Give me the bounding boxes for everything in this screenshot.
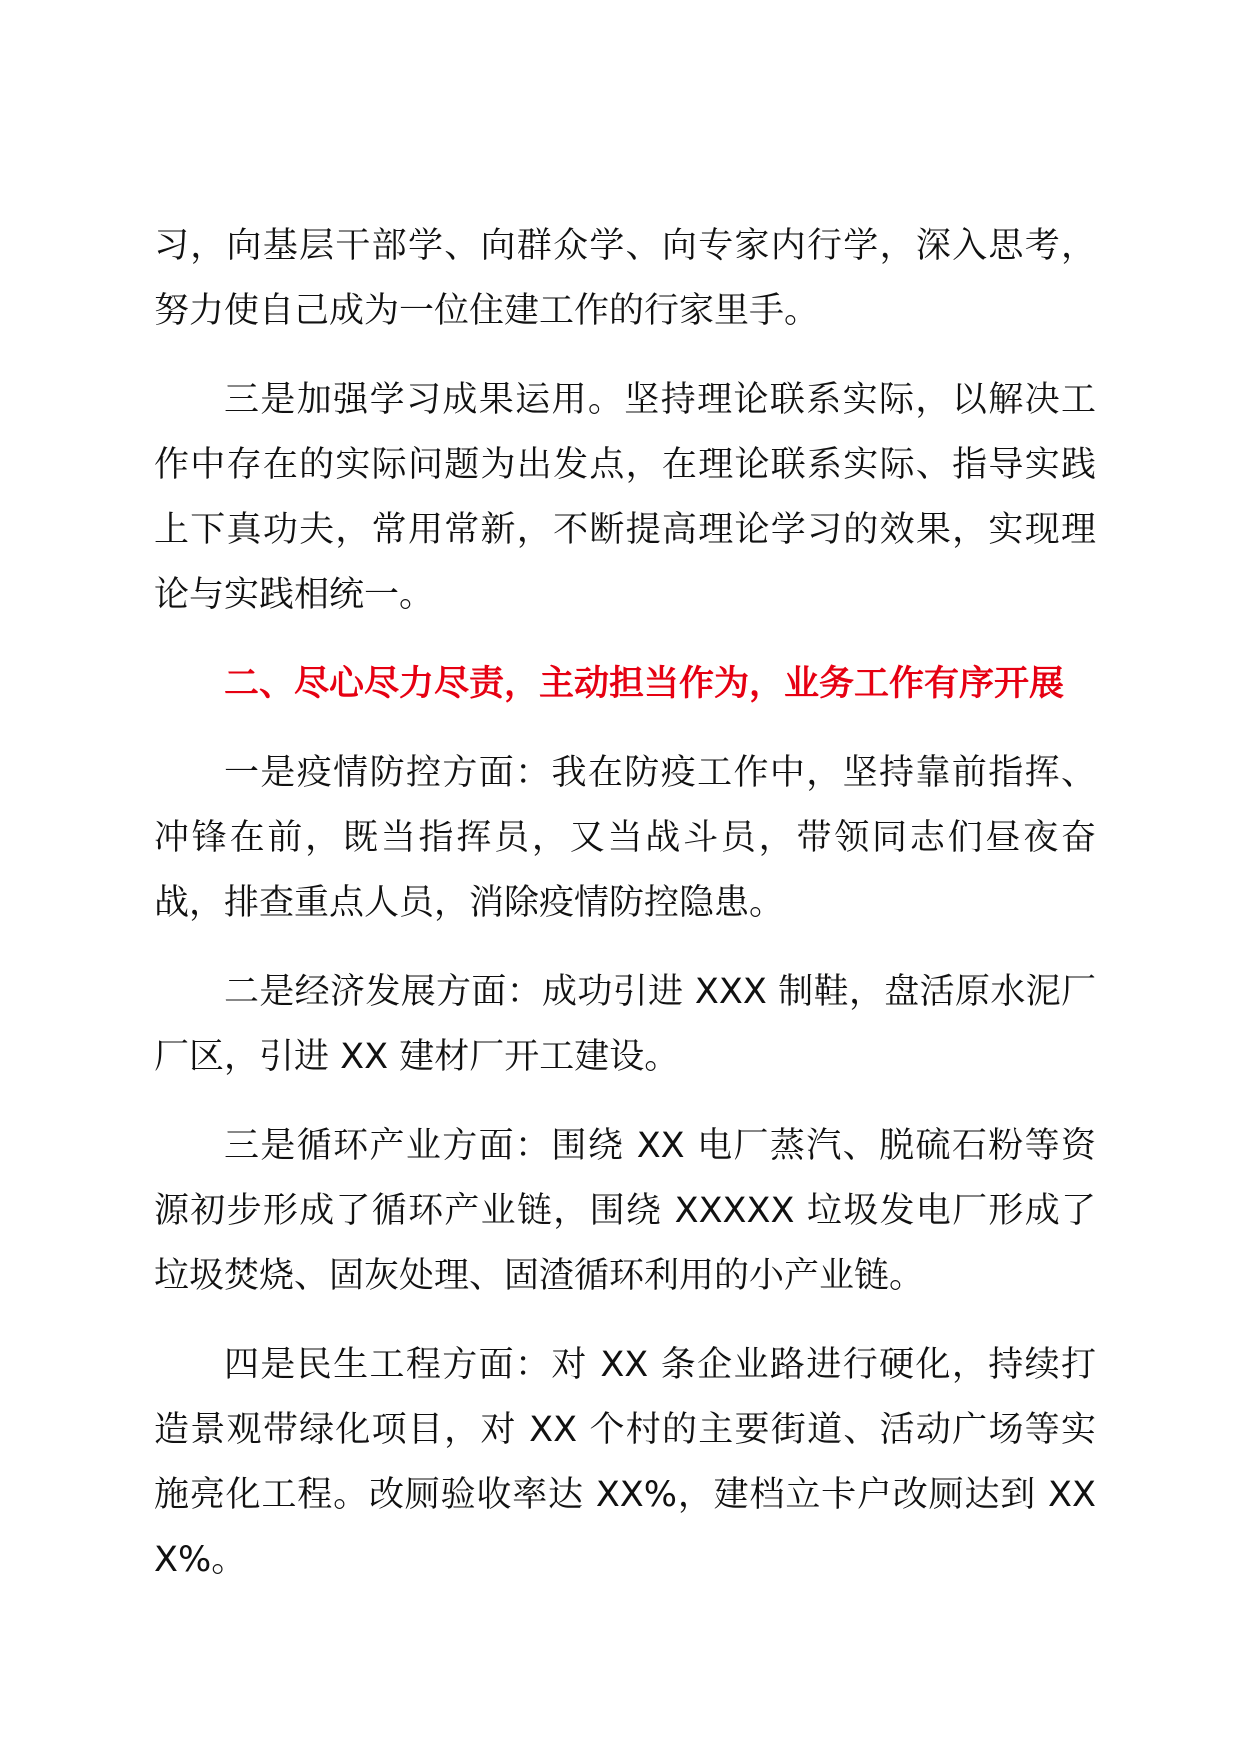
paragraph-economic-development: 二是经济发展方面：成功引进 XXX 制鞋，盘活原水泥厂厂区，引进 XX 建材厂开工建设。 [154,972,1096,1077]
paragraph-livelihood-projects: 四是民生工程方面：对 XX 条企业路进行硬化，持续打造景观带绿化项目，对 XX 个村的主要街道、活动广场等实施亮化工程。改厕验收率达 XX%，建档立卡户改厕达到 XXX%。 [154,1345,1096,1580]
section-heading-two: 二、尽心尽力尽责，主动担当作为，业务工作有序开展 [224,664,1065,704]
paragraph-learning-results: 三是加强学习成果运用。坚持理论联系实际，以解决工作中存在的实际问题为出发点，在理论联系实际、指导实践上下真功夫，常用常新，不断提高理论学习的效果，实现理论与实践相统一。 [154,380,1096,615]
paragraph-continuation: 习，向基层干部学、向群众学、向专家内行学，深入思考，努力使自己成为一位住建工作的行家里手。 [154,226,1096,331]
document-body [154,214,1096,1617]
paragraph-circular-industry: 三是循环产业方面：围绕 XX 电厂蒸汽、脱硫石粉等资源初步形成了循环产业链，围绕 XXXXX 垃圾发电厂形成了垃圾焚烧、固灰处理、固渣循环利用的小产业链。 [154,1126,1096,1296]
paragraph-epidemic-control: 一是疫情防控方面：我在防疫工作中，坚持靠前指挥、冲锋在前，既当指挥员，又当战斗员，带领同志们昼夜奋战，排查重点人员，消除疫情防控隐患。 [154,753,1096,923]
